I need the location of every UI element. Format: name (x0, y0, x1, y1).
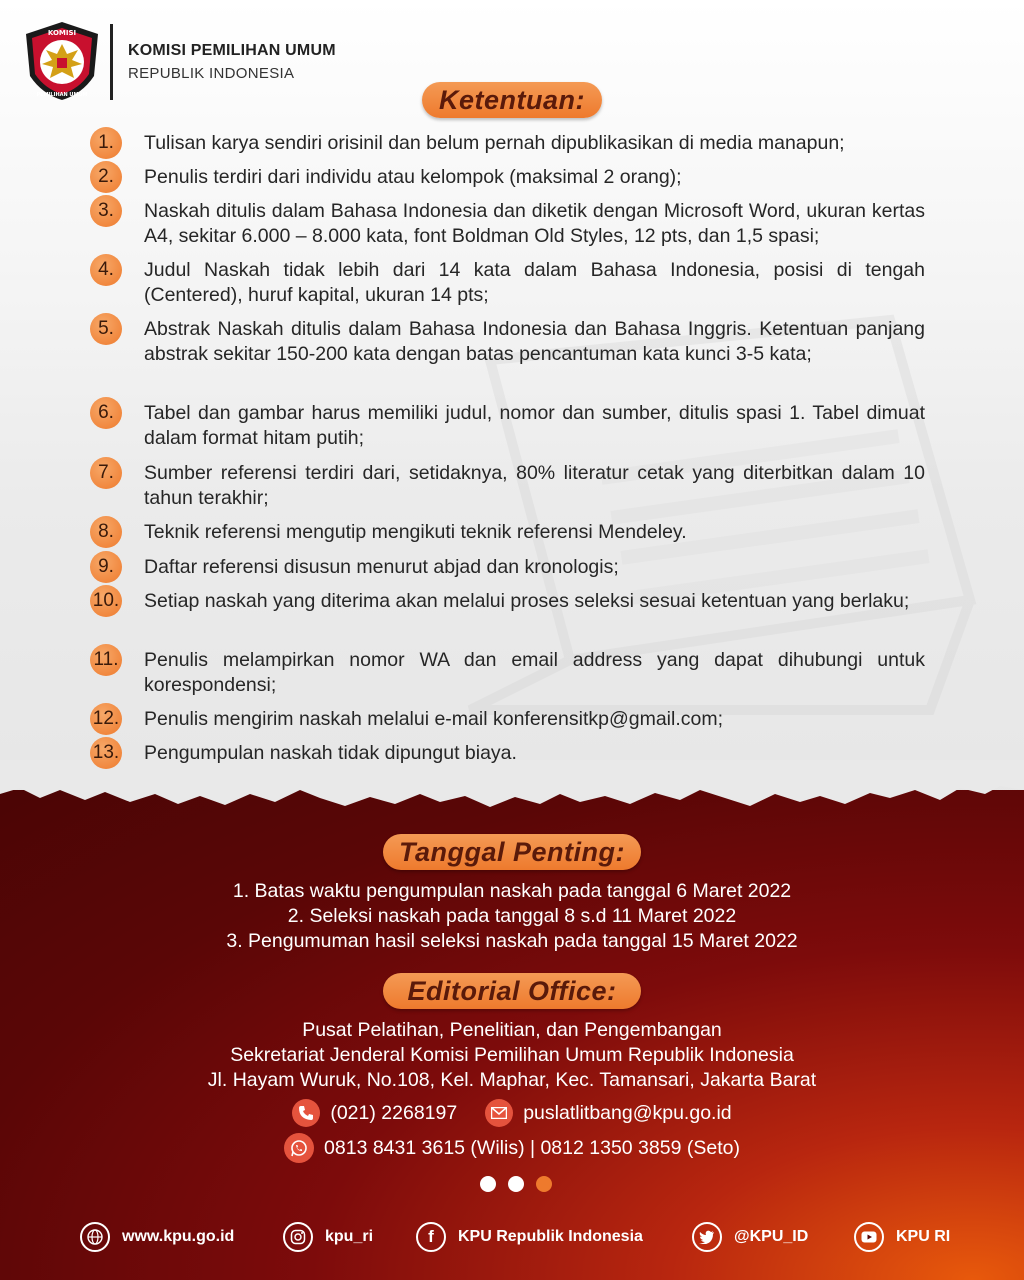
list-item-text: Naskah ditulis dalam Bahasa Indonesia dan diketik dengan Microsoft Word, ukuran kertas A4, sekitar 6.000 – 8.000 kata, font Boldman Old Styles, 12 pts, dan 1,5 spasi; (144, 200, 925, 247)
social-twitter[interactable] (692, 1222, 808, 1252)
social-youtube[interactable] (854, 1222, 950, 1252)
list-item-text: Teknik referensi mengutip mengikuti teknik referensi Mendeley. (144, 521, 687, 543)
list-item-text: Judul Naskah tidak lebih dari 14 kata dalam Bahasa Indonesia, posisi di tengah (Centered), huruf kapital, ukuran 14 pts; (144, 259, 925, 306)
list-item-text: Sumber referensi terdiri dari, setidaknya, 80% literatur cetak yang diterbitkan dalam 10 tahun terakhir; (144, 462, 925, 509)
pagination-dot-active[interactable] (536, 1176, 552, 1192)
list-item-text: Penulis terdiri dari individu atau kelompok (maksimal 2 orang); (144, 166, 682, 188)
header-divider (110, 24, 113, 100)
editorial-line: Jl. Hayam Wuruk, No.108, Kel. Maphar, Kec. Tamansari, Jakarta Barat (207, 1069, 817, 1091)
logo-text-bottom: PEMILIHAN UMUM (36, 92, 88, 98)
facebook-icon: f (416, 1222, 446, 1252)
list-number-badge: 5. (90, 313, 122, 345)
website-label: www.kpu.go.id (122, 1228, 235, 1245)
torn-paper-edge (0, 760, 1024, 840)
youtube-label: KPU RI (896, 1228, 951, 1245)
whatsapp-row (0, 1133, 1024, 1163)
org-name: KOMISI PEMILIHAN UMUM (128, 42, 336, 59)
email-address[interactable]: puslatlitbang@kpu.go.id (523, 1101, 732, 1124)
list-item-text: Tabel dan gambar harus memiliki judul, nomor dan sumber, ditulis spasi 1. Tabel dimuat dalam format hitam putih; (144, 402, 925, 449)
org-subtitle: REPUBLIK INDONESIA (128, 65, 295, 82)
social-facebook[interactable] (416, 1222, 643, 1252)
list-number-badge: 10. (90, 585, 122, 617)
list-number-badge: 7. (90, 457, 122, 489)
list-number-badge: 12. (90, 703, 122, 735)
list-number-badge: 11. (90, 644, 122, 676)
list-number-badge: 2. (90, 161, 122, 193)
tanggal-item: 1. Batas waktu pengumpulan naskah pada tanggal 6 Maret 2022 (232, 880, 792, 902)
list-number-badge: 8. (90, 516, 122, 548)
instagram-label: kpu_ri (325, 1228, 374, 1245)
instagram-icon (283, 1222, 313, 1252)
editorial-line: Sekretariat Jenderal Komisi Pemilihan Umum Republik Indonesia (230, 1044, 794, 1066)
whatsapp-icon (284, 1133, 314, 1163)
tanggal-item: 3. Pengumuman hasil seleksi naskah pada tanggal 15 Maret 2022 (226, 930, 798, 952)
list-item-text: Penulis mengirim naskah melalui e-mail konferensitkp@gmail.com; (144, 708, 724, 730)
pagination-dots (480, 1176, 552, 1192)
phone-icon (292, 1099, 320, 1127)
logo-text-top: KOMISI (47, 29, 77, 37)
list-item-text: Tulisan karya sendiri orisinil dan belum pernah dipublikasikan di media manapun; (144, 132, 845, 154)
list-number-badge: 13. (90, 737, 122, 769)
social-instagram[interactable] (283, 1222, 373, 1252)
social-website[interactable] (80, 1222, 234, 1252)
list-item-text: Pengumpulan naskah tidak dipungut biaya. (144, 742, 517, 764)
list-number-badge: 9. (90, 551, 122, 583)
list-number-badge: 4. (90, 254, 122, 286)
editorial-line: Pusat Pelatihan, Penelitian, dan Pengembangan (302, 1019, 722, 1041)
twitter-icon (692, 1222, 722, 1252)
facebook-label: KPU Republik Indonesia (458, 1228, 643, 1245)
kpu-logo-icon (22, 20, 102, 102)
phone-number[interactable]: (021) 2268197 (330, 1101, 458, 1124)
ketentuan-heading: Ketentuan: (422, 82, 602, 118)
contact-row (0, 1099, 1024, 1127)
twitter-label: @KPU_ID (734, 1228, 809, 1245)
pagination-dot[interactable] (480, 1176, 496, 1192)
list-item-text: Penulis melampirkan nomor WA dan email address yang dapat dihubungi untuk korespondensi; (144, 649, 925, 696)
pagination-dot[interactable] (508, 1176, 524, 1192)
youtube-icon (854, 1222, 884, 1252)
globe-icon (80, 1222, 110, 1252)
tanggal-penting-heading: Tanggal Penting: (383, 834, 641, 870)
whatsapp-numbers[interactable]: 0813 8431 3615 (Wilis) | 0812 1350 3859 (Seto) (324, 1136, 740, 1159)
list-item-text: Daftar referensi disusun menurut abjad dan kronologis; (144, 556, 619, 578)
list-number-badge: 1. (90, 127, 122, 159)
list-item-text: Setiap naskah yang diterima akan melalui proses seleksi sesuai ketentuan yang berlaku; (144, 590, 910, 612)
list-number-badge: 3. (90, 195, 122, 227)
tanggal-item: 2. Seleksi naskah pada tanggal 8 s.d 11 Maret 2022 (287, 905, 737, 927)
list-number-badge: 6. (90, 397, 122, 429)
email-icon (485, 1099, 513, 1127)
editorial-office-heading: Editorial Office: (383, 973, 641, 1009)
list-item-text: Abstrak Naskah ditulis dalam Bahasa Indonesia dan Bahasa Inggris. Ketentuan panjang abstrak sekitar 150-200 kata dengan batas pencantuman kata kunci 3-5 kata; (144, 318, 925, 365)
